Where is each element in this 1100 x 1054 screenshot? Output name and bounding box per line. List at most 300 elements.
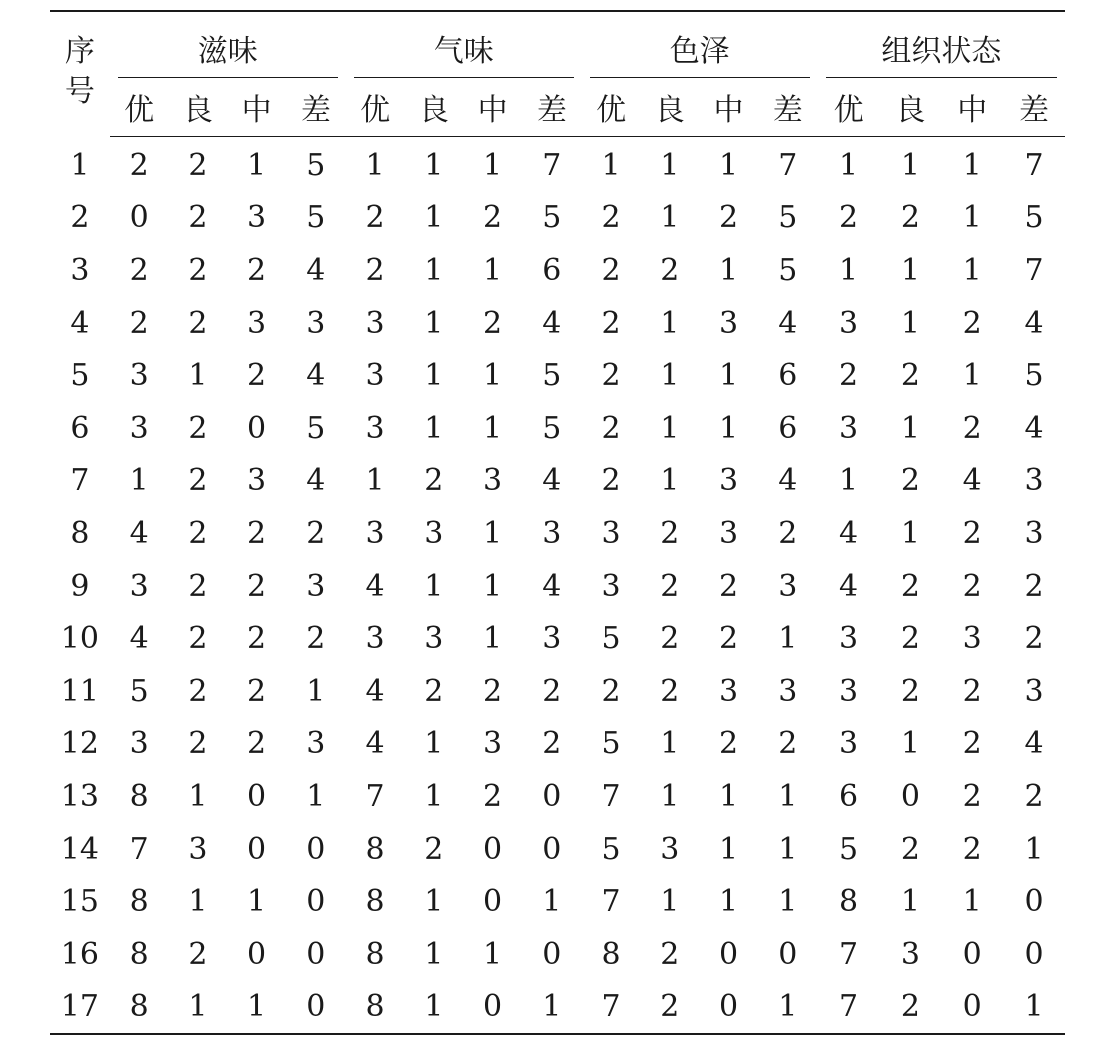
score-cell: 1 [660,726,680,762]
sensory-evaluation-table [50,10,1065,1035]
score-cell: 2 [365,252,385,288]
score-cell: 1 [900,252,920,288]
row-number: 1 [70,147,90,183]
score-cell: 5 [542,200,562,236]
score-cell: 1 [778,884,798,920]
score-cell: 2 [542,726,562,762]
score-cell: 2 [247,515,267,551]
score-cell: 0 [699,981,758,1035]
score-cell: 8 [365,936,385,972]
score-cell: 2 [1024,778,1044,814]
score-cell: 3 [718,305,739,341]
score-cell: 1 [188,884,208,920]
score-cell: 0 [778,936,798,972]
score-cell: 1 [247,884,267,920]
score-cell: 2 [129,305,149,341]
score-cell: 2 [962,410,982,446]
score-cell: 1 [483,252,503,288]
score-cell: 1 [424,200,444,236]
score-cell: 1 [778,831,798,867]
score-cell: 8 [129,936,149,972]
grade-header: 优 [818,78,880,137]
score-cell: 1 [962,884,982,920]
table-row [50,823,1065,876]
score-cell: 1 [900,726,920,762]
score-cell: 1 [188,358,208,394]
score-cell: 2 [365,200,385,236]
score-cell: 5 [542,410,562,446]
score-cell: 4 [365,568,385,604]
score-cell: 2 [962,515,982,551]
score-cell: 3 [839,726,859,762]
score-cell: 1 [718,831,739,867]
score-cell: 4 [306,358,326,394]
score-cell: 2 [247,568,267,604]
score-cell: 7 [601,884,621,920]
score-cell: 1 [424,147,444,183]
score-cell: 2 [900,568,920,604]
score-cell: 0 [129,200,149,236]
score-cell: 0 [900,778,920,814]
seq-column-header [50,11,110,137]
table-row [50,455,1065,508]
score-cell: 3 [483,726,503,762]
group-header-row [50,11,1065,78]
score-cell: 5 [129,673,149,709]
score-cell: 5 [778,200,798,236]
row-number: 16 [60,936,99,972]
score-cell: 1 [718,884,739,920]
score-cell: 5 [839,831,859,867]
score-cell: 2 [962,305,982,341]
score-cell: 3 [718,515,739,551]
score-cell: 3 [129,358,149,394]
score-cell: 1 [718,147,739,183]
score-cell: 2 [188,305,208,341]
score-cell: 2 [900,463,920,499]
score-cell: 1 [839,463,859,499]
score-cell: 5 [1024,358,1044,394]
score-cell: 0 [483,831,503,867]
score-cell: 7 [839,936,859,972]
score-cell: 1 [900,884,920,920]
score-cell: 2 [247,673,267,709]
score-cell: 1 [962,200,982,236]
score-cell: 2 [188,515,208,551]
score-cell: 2 [188,936,208,972]
score-cell: 1 [962,358,982,394]
table-row [50,192,1065,245]
score-cell: 2 [601,305,621,341]
score-cell: 3 [306,568,326,604]
score-cell: 1 [424,305,444,341]
row-number: 14 [60,831,99,867]
score-cell: 8 [365,884,385,920]
score-cell: 2 [1024,568,1044,604]
score-cell: 1 [424,778,444,814]
score-cell: 3 [247,463,267,499]
score-cell: 2 [778,515,798,551]
score-cell: 2 [839,200,859,236]
score-cell: 2 [188,463,208,499]
score-cell: 4 [306,463,326,499]
score-cell: 5 [601,621,621,657]
table-row [50,507,1065,560]
score-cell: 3 [718,673,739,709]
score-cell: 0 [483,884,503,920]
grade-header: 优 [582,78,641,137]
row-number: 11 [60,673,99,709]
score-cell: 2 [483,778,503,814]
score-cell: 3 [839,673,859,709]
score-cell: 2 [778,726,798,762]
score-cell: 1 [601,147,621,183]
score-cell: 0 [1024,936,1044,972]
score-cell: 2 [129,147,149,183]
score-cell: 3 [778,673,798,709]
row-number: 9 [70,568,90,604]
score-cell: 2 [188,726,208,762]
score-cell: 7 [778,147,798,183]
score-cell: 1 [718,252,739,288]
group-header-label: 气味 [433,34,494,69]
score-cell: 1 [660,778,680,814]
score-cell: 0 [542,936,562,972]
group-header-label: 滋味 [197,34,258,69]
score-cell: 0 [247,778,267,814]
score-cell: 2 [601,200,621,236]
score-cell: 1 [839,147,859,183]
score-cell: 1 [1003,981,1065,1035]
score-cell: 1 [365,463,385,499]
score-cell: 3 [129,410,149,446]
score-cell: 4 [129,515,149,551]
row-number: 6 [70,410,90,446]
score-cell: 8 [601,936,621,972]
row-number: 17 [50,981,110,1035]
grade-header: 中 [463,78,522,137]
score-cell: 7 [129,831,149,867]
score-cell: 2 [839,358,859,394]
evaluation-table-container [50,10,1065,1035]
score-cell: 3 [839,410,859,446]
score-cell: 2 [306,621,326,657]
score-cell: 0 [306,936,326,972]
score-cell: 3 [365,410,385,446]
score-cell: 1 [660,305,680,341]
score-cell: 1 [962,147,982,183]
group-header-texture [818,11,1065,78]
table-row [50,665,1065,718]
table-row [50,875,1065,928]
score-cell: 2 [601,673,621,709]
score-cell: 3 [601,515,621,551]
score-cell: 0 [247,936,267,972]
score-cell: 3 [962,621,982,657]
score-cell: 1 [483,410,503,446]
score-cell: 1 [900,410,920,446]
score-cell: 2 [188,147,208,183]
score-cell: 1 [424,884,444,920]
score-cell: 2 [962,568,982,604]
score-cell: 7 [542,147,562,183]
row-number: 8 [70,515,90,551]
score-cell: 1 [404,981,463,1035]
score-cell: 2 [424,463,444,499]
score-cell: 6 [778,358,798,394]
score-cell: 1 [188,778,208,814]
row-number: 15 [60,884,99,920]
score-cell: 2 [188,200,208,236]
score-cell: 3 [660,831,680,867]
score-cell: 1 [483,936,503,972]
grade-header: 差 [286,78,346,137]
score-cell: 7 [1024,252,1044,288]
score-cell: 1 [227,981,286,1035]
grade-header: 优 [110,78,169,137]
score-cell: 3 [129,568,149,604]
score-cell: 5 [306,147,326,183]
row-number: 13 [60,778,99,814]
score-cell: 1 [900,305,920,341]
score-cell: 2 [900,621,920,657]
score-cell: 4 [1024,305,1044,341]
score-cell: 2 [879,981,941,1035]
score-cell: 7 [365,778,385,814]
score-cell: 1 [778,778,798,814]
score-cell: 0 [306,831,326,867]
table-row [50,612,1065,665]
score-cell: 1 [660,463,680,499]
score-cell: 2 [188,673,208,709]
score-cell: 3 [900,936,920,972]
score-cell: 0 [286,981,346,1035]
score-cell: 2 [962,831,982,867]
score-cell: 8 [129,778,149,814]
score-cell: 2 [900,358,920,394]
score-cell: 1 [483,621,503,657]
grade-header: 差 [1003,78,1065,137]
score-cell: 0 [542,778,562,814]
score-cell: 4 [839,515,859,551]
score-cell: 0 [306,884,326,920]
score-cell: 1 [660,147,680,183]
group-header-label: 色泽 [669,34,730,69]
score-cell: 2 [188,252,208,288]
score-cell: 2 [962,673,982,709]
score-cell: 2 [424,831,444,867]
score-cell: 1 [424,936,444,972]
score-cell: 3 [306,305,326,341]
score-cell: 3 [365,621,385,657]
score-cell: 2 [188,621,208,657]
score-cell: 3 [188,831,208,867]
score-cell: 3 [365,305,385,341]
score-cell: 3 [718,463,739,499]
score-cell: 2 [660,568,680,604]
score-cell: 4 [542,305,562,341]
score-cell: 3 [1024,673,1044,709]
score-cell: 1 [900,147,920,183]
score-cell: 2 [900,673,920,709]
table-row [50,137,1065,192]
score-cell: 4 [365,726,385,762]
score-cell: 4 [1024,726,1044,762]
score-cell: 2 [900,831,920,867]
score-cell: 2 [247,252,267,288]
score-cell: 4 [962,463,982,499]
score-cell: 2 [483,673,503,709]
score-cell: 1 [660,884,680,920]
table-header [50,11,1065,137]
row-number: 4 [70,305,90,341]
score-cell: 1 [483,358,503,394]
table-row [50,297,1065,350]
score-cell: 3 [839,621,859,657]
score-cell: 2 [188,568,208,604]
score-cell: 6 [542,252,562,288]
score-cell: 7 [818,981,880,1035]
score-cell: 2 [640,981,699,1035]
row-number: 7 [70,463,90,499]
table-row [50,244,1065,297]
score-cell: 7 [1024,147,1044,183]
score-cell: 2 [900,200,920,236]
score-cell: 1 [483,568,503,604]
group-header-color [582,11,818,78]
score-cell: 5 [306,410,326,446]
score-cell: 2 [660,515,680,551]
score-cell: 1 [718,778,739,814]
group-header-odor [346,11,582,78]
score-cell: 4 [129,621,149,657]
score-cell: 0 [463,981,522,1035]
score-cell: 3 [542,621,562,657]
score-cell: 5 [306,200,326,236]
score-cell: 1 [247,147,267,183]
score-cell: 1 [424,410,444,446]
score-cell: 4 [542,568,562,604]
score-cell: 6 [839,778,859,814]
score-cell: 2 [660,621,680,657]
grade-header: 中 [227,78,286,137]
score-cell: 2 [247,726,267,762]
grade-header: 中 [699,78,758,137]
score-cell: 4 [542,463,562,499]
score-cell: 0 [718,936,739,972]
score-cell: 1 [839,252,859,288]
group-header-label: 组织状态 [881,34,1002,69]
grade-header: 差 [758,78,818,137]
score-cell: 0 [1024,884,1044,920]
grade-header: 良 [879,78,941,137]
score-cell: 0 [962,936,982,972]
score-cell: 1 [542,884,562,920]
score-cell: 8 [365,831,385,867]
score-cell: 1 [660,410,680,446]
score-cell: 3 [542,515,562,551]
score-cell: 7 [601,778,621,814]
score-cell: 8 [346,981,405,1035]
row-number: 5 [70,358,90,394]
score-cell: 1 [365,147,385,183]
grade-header: 良 [404,78,463,137]
row-number: 10 [60,621,99,657]
score-cell: 4 [306,252,326,288]
score-cell: 2 [129,252,149,288]
table-row [50,402,1065,455]
score-cell: 3 [778,568,798,604]
score-cell: 1 [660,358,680,394]
score-cell: 2 [601,410,621,446]
score-cell: 8 [839,884,859,920]
score-cell: 7 [582,981,641,1035]
score-cell: 5 [601,831,621,867]
score-cell: 3 [424,621,444,657]
score-cell: 3 [601,568,621,604]
score-cell: 1 [424,568,444,604]
score-cell: 1 [1024,831,1044,867]
score-cell: 2 [660,252,680,288]
score-cell: 0 [247,410,267,446]
score-cell: 1 [129,463,149,499]
score-cell: 3 [306,726,326,762]
score-cell: 1 [424,726,444,762]
table-row [50,981,1065,1035]
seq-header-line1: 序 [64,34,95,69]
score-cell: 3 [247,305,267,341]
score-cell: 5 [542,358,562,394]
score-cell: 6 [778,410,798,446]
table-row [50,560,1065,613]
score-cell: 0 [542,831,562,867]
score-cell: 3 [1024,515,1044,551]
score-cell: 3 [365,515,385,551]
sub-header-row [50,78,1065,137]
score-cell: 5 [778,252,798,288]
table-body [50,137,1065,1035]
score-cell: 1 [483,147,503,183]
score-cell: 1 [424,252,444,288]
score-cell: 3 [483,463,503,499]
score-cell: 1 [306,778,326,814]
score-cell: 2 [1024,621,1044,657]
group-header-taste [110,11,346,78]
grade-header: 差 [522,78,582,137]
score-cell: 5 [601,726,621,762]
row-number: 12 [60,726,99,762]
score-cell: 4 [839,568,859,604]
grade-header: 良 [169,78,228,137]
row-number: 2 [70,200,90,236]
score-cell: 2 [247,621,267,657]
score-cell: 2 [962,726,982,762]
score-cell: 2 [601,358,621,394]
table-row [50,770,1065,823]
score-cell: 2 [483,305,503,341]
score-cell: 4 [778,463,798,499]
grade-header: 优 [346,78,405,137]
score-cell: 2 [483,200,503,236]
score-cell: 2 [188,410,208,446]
score-cell: 1 [169,981,228,1035]
score-cell: 1 [718,358,739,394]
table-row [50,349,1065,402]
score-cell: 2 [962,778,982,814]
score-cell: 3 [839,305,859,341]
score-cell: 1 [660,200,680,236]
score-cell: 2 [718,568,739,604]
